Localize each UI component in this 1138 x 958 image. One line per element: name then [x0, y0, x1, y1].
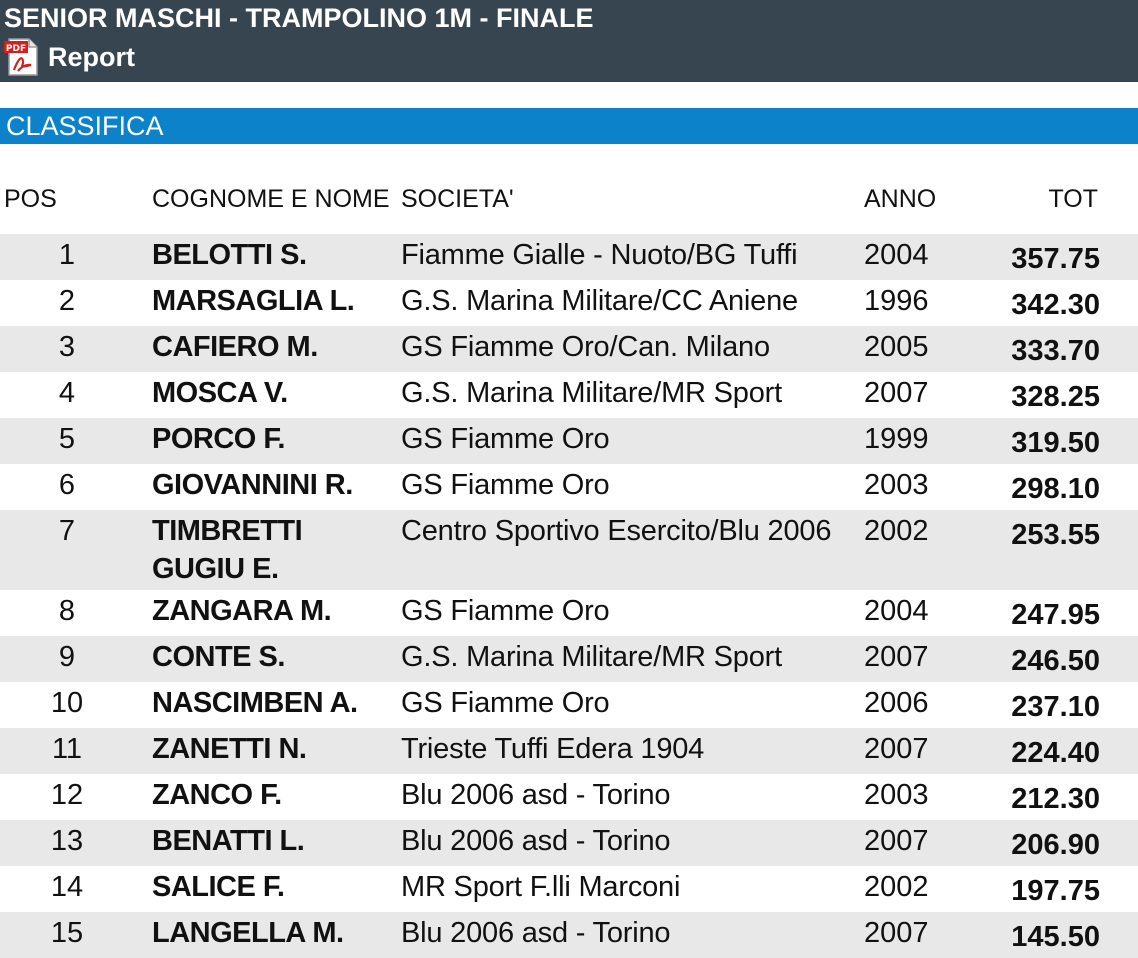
year-cell: 2005 — [864, 326, 964, 372]
club-cell: GS Fiamme Oro — [401, 682, 864, 728]
total-score-cell: 342.30 — [964, 280, 1138, 326]
table-row — [0, 820, 1138, 866]
position-cell: 8 — [0, 590, 152, 636]
club-cell: G.S. Marina Militare/MR Sport — [401, 372, 864, 418]
club-cell: GS Fiamme Oro/Can. Milano — [401, 326, 864, 372]
total-score-cell: 298.10 — [964, 464, 1138, 510]
table-row — [0, 234, 1138, 280]
year-cell: 1999 — [864, 418, 964, 464]
table-row — [0, 912, 1138, 958]
table-row — [0, 636, 1138, 682]
club-cell: Blu 2006 asd - Torino — [401, 774, 864, 820]
total-score-cell: 206.90 — [964, 820, 1138, 866]
table-row — [0, 280, 1138, 326]
position-cell: 9 — [0, 636, 152, 682]
total-score-cell: 237.10 — [964, 682, 1138, 728]
table-row — [0, 682, 1138, 728]
athlete-name-cell: LANGELLA M. — [152, 912, 401, 958]
club-cell: G.S. Marina Militare/CC Aniene — [401, 280, 864, 326]
athlete-name-cell: TIMBRETTI GUGIU E. — [152, 510, 401, 590]
position-cell: 12 — [0, 774, 152, 820]
position-cell: 11 — [0, 728, 152, 774]
club-cell: Blu 2006 asd - Torino — [401, 912, 864, 958]
year-cell: 2004 — [864, 590, 964, 636]
club-cell: GS Fiamme Oro — [401, 418, 864, 464]
table-row — [0, 774, 1138, 820]
total-score-cell: 246.50 — [964, 636, 1138, 682]
table-row — [0, 418, 1138, 464]
table-row — [0, 590, 1138, 636]
table-row — [0, 866, 1138, 912]
position-cell: 6 — [0, 464, 152, 510]
position-cell: 14 — [0, 866, 152, 912]
position-cell: 7 — [0, 510, 152, 590]
athlete-name-cell: GIOVANNINI R. — [152, 464, 401, 510]
club-cell: GS Fiamme Oro — [401, 590, 864, 636]
athlete-name-cell: CAFIERO M. — [152, 326, 401, 372]
club-cell: G.S. Marina Militare/MR Sport — [401, 636, 864, 682]
total-score-cell: 333.70 — [964, 326, 1138, 372]
position-cell: 13 — [0, 820, 152, 866]
table-row — [0, 326, 1138, 372]
position-cell: 3 — [0, 326, 152, 372]
table-row — [0, 728, 1138, 774]
column-header-tot: TOT — [1048, 184, 1098, 213]
athlete-name-cell: NASCIMBEN A. — [152, 682, 401, 728]
club-cell: GS Fiamme Oro — [401, 464, 864, 510]
athlete-name-cell: SALICE F. — [152, 866, 401, 912]
section-header — [0, 108, 1138, 144]
total-score-cell: 224.40 — [964, 728, 1138, 774]
pdf-file-icon — [2, 37, 42, 77]
athlete-name-cell: MARSAGLIA L. — [152, 280, 401, 326]
year-cell: 2007 — [864, 912, 964, 958]
position-cell: 1 — [0, 234, 152, 280]
page-title: SENIOR MASCHI - TRAMPOLINO 1M - FINALE — [4, 3, 594, 33]
year-cell: 2003 — [864, 464, 964, 510]
year-cell: 2006 — [864, 682, 964, 728]
year-cell: 2002 — [864, 510, 964, 590]
column-header-name: COGNOME E NOME — [152, 184, 390, 213]
table-row — [0, 372, 1138, 418]
ranking-rows — [0, 234, 1138, 958]
position-cell: 2 — [0, 280, 152, 326]
table-row — [0, 510, 1138, 590]
year-cell: 2007 — [864, 372, 964, 418]
total-score-cell: 247.95 — [964, 590, 1138, 636]
report-link[interactable] — [2, 36, 135, 78]
position-cell: 4 — [0, 372, 152, 418]
year-cell: 2002 — [864, 866, 964, 912]
year-cell: 2007 — [864, 728, 964, 774]
total-score-cell: 145.50 — [964, 912, 1138, 958]
club-cell: Fiamme Gialle - Nuoto/BG Tuffi — [401, 234, 864, 280]
section-title: CLASSIFICA — [6, 111, 164, 141]
athlete-name-cell: CONTE S. — [152, 636, 401, 682]
position-cell: 15 — [0, 912, 152, 958]
total-score-cell: 357.75 — [964, 234, 1138, 280]
club-cell: Centro Sportivo Esercito/Blu 2006 — [401, 510, 864, 590]
athlete-name-cell: ZANETTI N. — [152, 728, 401, 774]
page-header — [0, 0, 1138, 82]
table-row — [0, 464, 1138, 510]
athlete-name-cell: BELOTTI S. — [152, 234, 401, 280]
athlete-name-cell: ZANGARA M. — [152, 590, 401, 636]
report-label: Report — [48, 41, 135, 72]
table-header-row — [0, 164, 1138, 234]
ranking-table — [0, 164, 1138, 958]
total-score-cell: 319.50 — [964, 418, 1138, 464]
total-score-cell: 328.25 — [964, 372, 1138, 418]
athlete-name-cell: MOSCA V. — [152, 372, 401, 418]
year-cell: 2007 — [864, 820, 964, 866]
club-cell: Trieste Tuffi Edera 1904 — [401, 728, 864, 774]
column-header-club: SOCIETA' — [401, 184, 514, 213]
total-score-cell: 212.30 — [964, 774, 1138, 820]
total-score-cell: 253.55 — [964, 510, 1138, 590]
column-header-year: ANNO — [864, 184, 937, 213]
club-cell: MR Sport F.lli Marconi — [401, 866, 864, 912]
year-cell: 2003 — [864, 774, 964, 820]
year-cell: 2004 — [864, 234, 964, 280]
position-cell: 10 — [0, 682, 152, 728]
athlete-name-cell: BENATTI L. — [152, 820, 401, 866]
athlete-name-cell: PORCO F. — [152, 418, 401, 464]
club-cell: Blu 2006 asd - Torino — [401, 820, 864, 866]
column-header-pos: POS — [4, 184, 57, 213]
year-cell: 2007 — [864, 636, 964, 682]
athlete-name-cell: ZANCO F. — [152, 774, 401, 820]
pdf-icon-label: PDF — [5, 44, 27, 54]
total-score-cell: 197.75 — [964, 866, 1138, 912]
position-cell: 5 — [0, 418, 152, 464]
year-cell: 1996 — [864, 280, 964, 326]
